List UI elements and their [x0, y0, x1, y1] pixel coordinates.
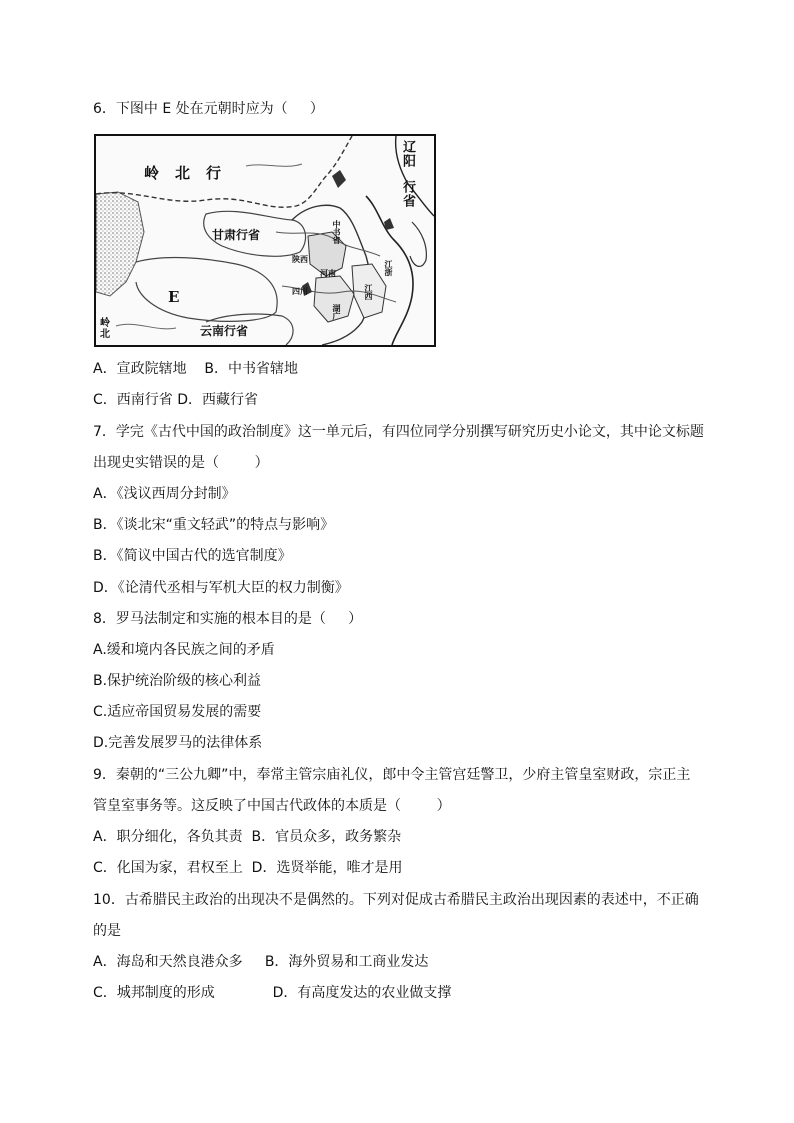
- q7-stem-line-1: 7．学完《古代中国的政治制度》这一单元后，有四位同学分别撰写研究历史小论文，其中论文标题: [93, 424, 704, 440]
- map-small-label: 四川: [292, 286, 308, 296]
- q8-option-d: D.完善发展罗马的法律体系: [93, 735, 263, 751]
- q9-stem-line-1: 9．秦朝的“三公九卿”中，奉常主管宗庙礼仪，郎中令主管宫廷警卫，少府主管皇室财政，宗正主: [93, 767, 691, 783]
- map-label-xingsheng: 行省: [400, 180, 415, 208]
- q10-stem-line-2: 的是: [93, 923, 121, 939]
- map-small-label: 江西: [364, 284, 374, 300]
- map-small-label: 中书省: [332, 220, 342, 244]
- map-small-label: 河南: [320, 268, 336, 278]
- map-small-label: 江浙: [384, 260, 394, 276]
- q6-option-row-1: A．宣政院辖地 B．中书省辖地: [93, 361, 298, 377]
- q7-option-a: A．《浅议西周分封制》: [93, 486, 236, 502]
- q8-stem: 8．罗马法制定和实施的根本目的是（ ）: [93, 611, 363, 627]
- q10-stem-line-1: 10．古希腊民主政治的出现决不是偶然的。下列对促成古希腊民主政治出现因素的表述中，不正确: [93, 892, 699, 908]
- q9-option-row-1: A．职分细化，各负其责 B．官员众多，政务繁杂: [93, 829, 402, 845]
- map-label-lingbei: 岭北行: [144, 164, 238, 182]
- q9-option-row-2: C．化国为家，君权至上 D．选贤举能，唯才是用: [93, 860, 403, 876]
- q8-option-c: C.适应帝国贸易发展的需要: [93, 704, 262, 720]
- q6-stem: 6．下图中 E 处在元朝时应为（ ）: [93, 101, 324, 117]
- map-label-yunnan: 云南行省: [200, 324, 249, 338]
- q10-option-row-2: C．城邦制度的形成 D．有高度发达的农业做支撑: [93, 985, 452, 1001]
- q6-map-image: [94, 134, 436, 347]
- q9-stem-line-2: 管皇室事务等。这反映了中国古代政体的本质是（ ）: [93, 798, 451, 814]
- map-small-label: 湖广: [332, 304, 342, 320]
- map-small-label: 陕西: [292, 254, 308, 264]
- q7-option-b: B．《谈北宋“重文轻武”的特点与影响》: [93, 517, 335, 533]
- q8-option-b: B.保护统治阶级的核心利益: [93, 673, 262, 689]
- map-label-gansu: 甘肃行省: [212, 228, 261, 242]
- q10-option-row-1: A．海岛和天然良港众多 B．海外贸易和工商业发达: [93, 954, 429, 970]
- q7-option-d: D．《论清代丞相与军机大臣的权力制衡》: [93, 580, 349, 596]
- map-label-e: E: [168, 288, 180, 306]
- q8-option-a: A.缓和境内各民族之间的矛盾: [93, 642, 275, 658]
- map-label-liaoyang: 辽阳: [400, 140, 415, 168]
- q6-option-row-2: C．西南行省 D．西藏行省: [93, 392, 259, 408]
- q7-option-b2: B．《简议中国古代的选官制度》: [93, 548, 292, 564]
- map-label-lingbei-small: 岭北: [100, 318, 110, 340]
- q7-stem-line-2: 出现史实错误的是（ ）: [93, 455, 269, 471]
